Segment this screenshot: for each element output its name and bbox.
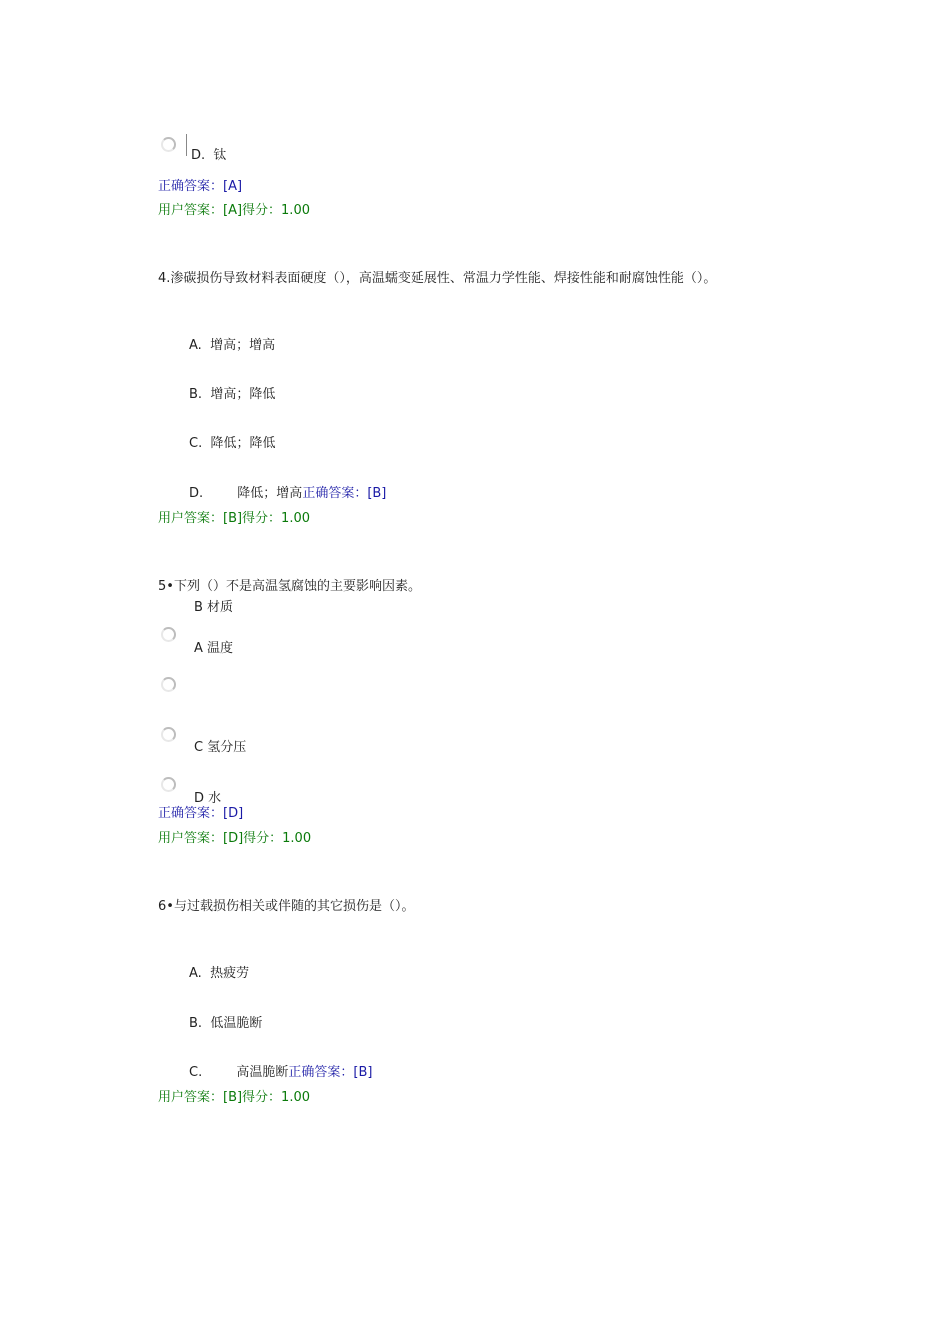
q3-option-d-text: 钛 <box>213 148 227 163</box>
q4-option-b-letter: B. <box>189 387 203 402</box>
q5-option-a-text: A 温度 <box>194 641 234 656</box>
q3-option-d[interactable] <box>191 144 226 163</box>
q5-option-c-clipped <box>194 738 264 755</box>
q4-question: 4.渗碳损伤导致材料表面硬度（），高温蠕变延展性、常温力学性能、焊接性能和耐腐蚀性能（）。 <box>158 271 717 286</box>
q5-option-a-clipped <box>194 639 254 656</box>
q6-option-b[interactable] <box>189 1012 262 1031</box>
q5-option-c-text: C 氢分压 <box>194 740 247 755</box>
radio-q3-d[interactable] <box>161 137 176 152</box>
q4-option-d[interactable] <box>189 482 386 501</box>
q5-correct-answer: 正确答案：[D] <box>158 806 244 821</box>
q4-option-d-text: 降低；增高 <box>237 486 303 501</box>
q5-question: 5•下列（）不是高温氢腐蚀的主要影响因素。 <box>158 579 421 594</box>
q4-option-c-letter: C. <box>189 436 203 451</box>
radio-q5-2[interactable] <box>161 677 176 692</box>
q4-option-a-text: 增高；增高 <box>210 338 276 353</box>
q3-option-d-letter: D. <box>191 148 206 163</box>
q4-option-c-text: 降低；降低 <box>210 436 276 451</box>
q6-option-c[interactable] <box>189 1061 372 1080</box>
radio-q5-4[interactable] <box>161 777 176 792</box>
q6-correct-answer: 正确答案：[B] <box>288 1065 373 1080</box>
q4-option-b[interactable] <box>189 383 275 402</box>
q6-option-a-letter: A. <box>189 966 202 981</box>
q3-user-answer: 用户答案：[A]得分：1.00 <box>158 203 310 218</box>
q6-option-c-letter: C. <box>189 1065 203 1080</box>
radio-q5-3[interactable] <box>161 727 176 742</box>
q4-option-d-letter: D. <box>189 486 204 501</box>
q5-user-answer: 用户答案：[D]得分：1.00 <box>158 831 312 846</box>
q4-option-c[interactable] <box>189 432 276 451</box>
q4-user-answer: 用户答案：[B]得分：1.00 <box>158 511 311 526</box>
q6-option-a[interactable] <box>189 962 249 981</box>
q5-option-d-text: D 水 <box>194 791 222 806</box>
q4-option-a-letter: A. <box>189 338 202 353</box>
q5-option-b-clipped <box>194 598 254 615</box>
q5-option-b-text: B 材质 <box>194 600 234 615</box>
q4-option-b-text: 增高；降低 <box>210 387 276 402</box>
radio-q5-1[interactable] <box>161 627 176 642</box>
q4-option-a[interactable] <box>189 334 275 353</box>
q6-option-b-text: 低温脆断 <box>210 1016 263 1031</box>
q6-option-a-text: 热疲劳 <box>210 966 250 981</box>
q6-option-b-letter: B. <box>189 1016 203 1031</box>
q4-correct-answer: 正确答案：[B] <box>302 486 387 501</box>
cursor-divider <box>186 134 187 156</box>
q6-user-answer: 用户答案：[B]得分：1.00 <box>158 1090 311 1105</box>
q3-correct-answer: 正确答案：[A] <box>158 179 243 194</box>
q6-option-c-text: 高温脆断 <box>236 1065 289 1080</box>
q5-option-d-clipped <box>194 789 244 806</box>
q6-question: 6•与过载损伤相关或伴随的其它损伤是（）。 <box>158 899 415 914</box>
